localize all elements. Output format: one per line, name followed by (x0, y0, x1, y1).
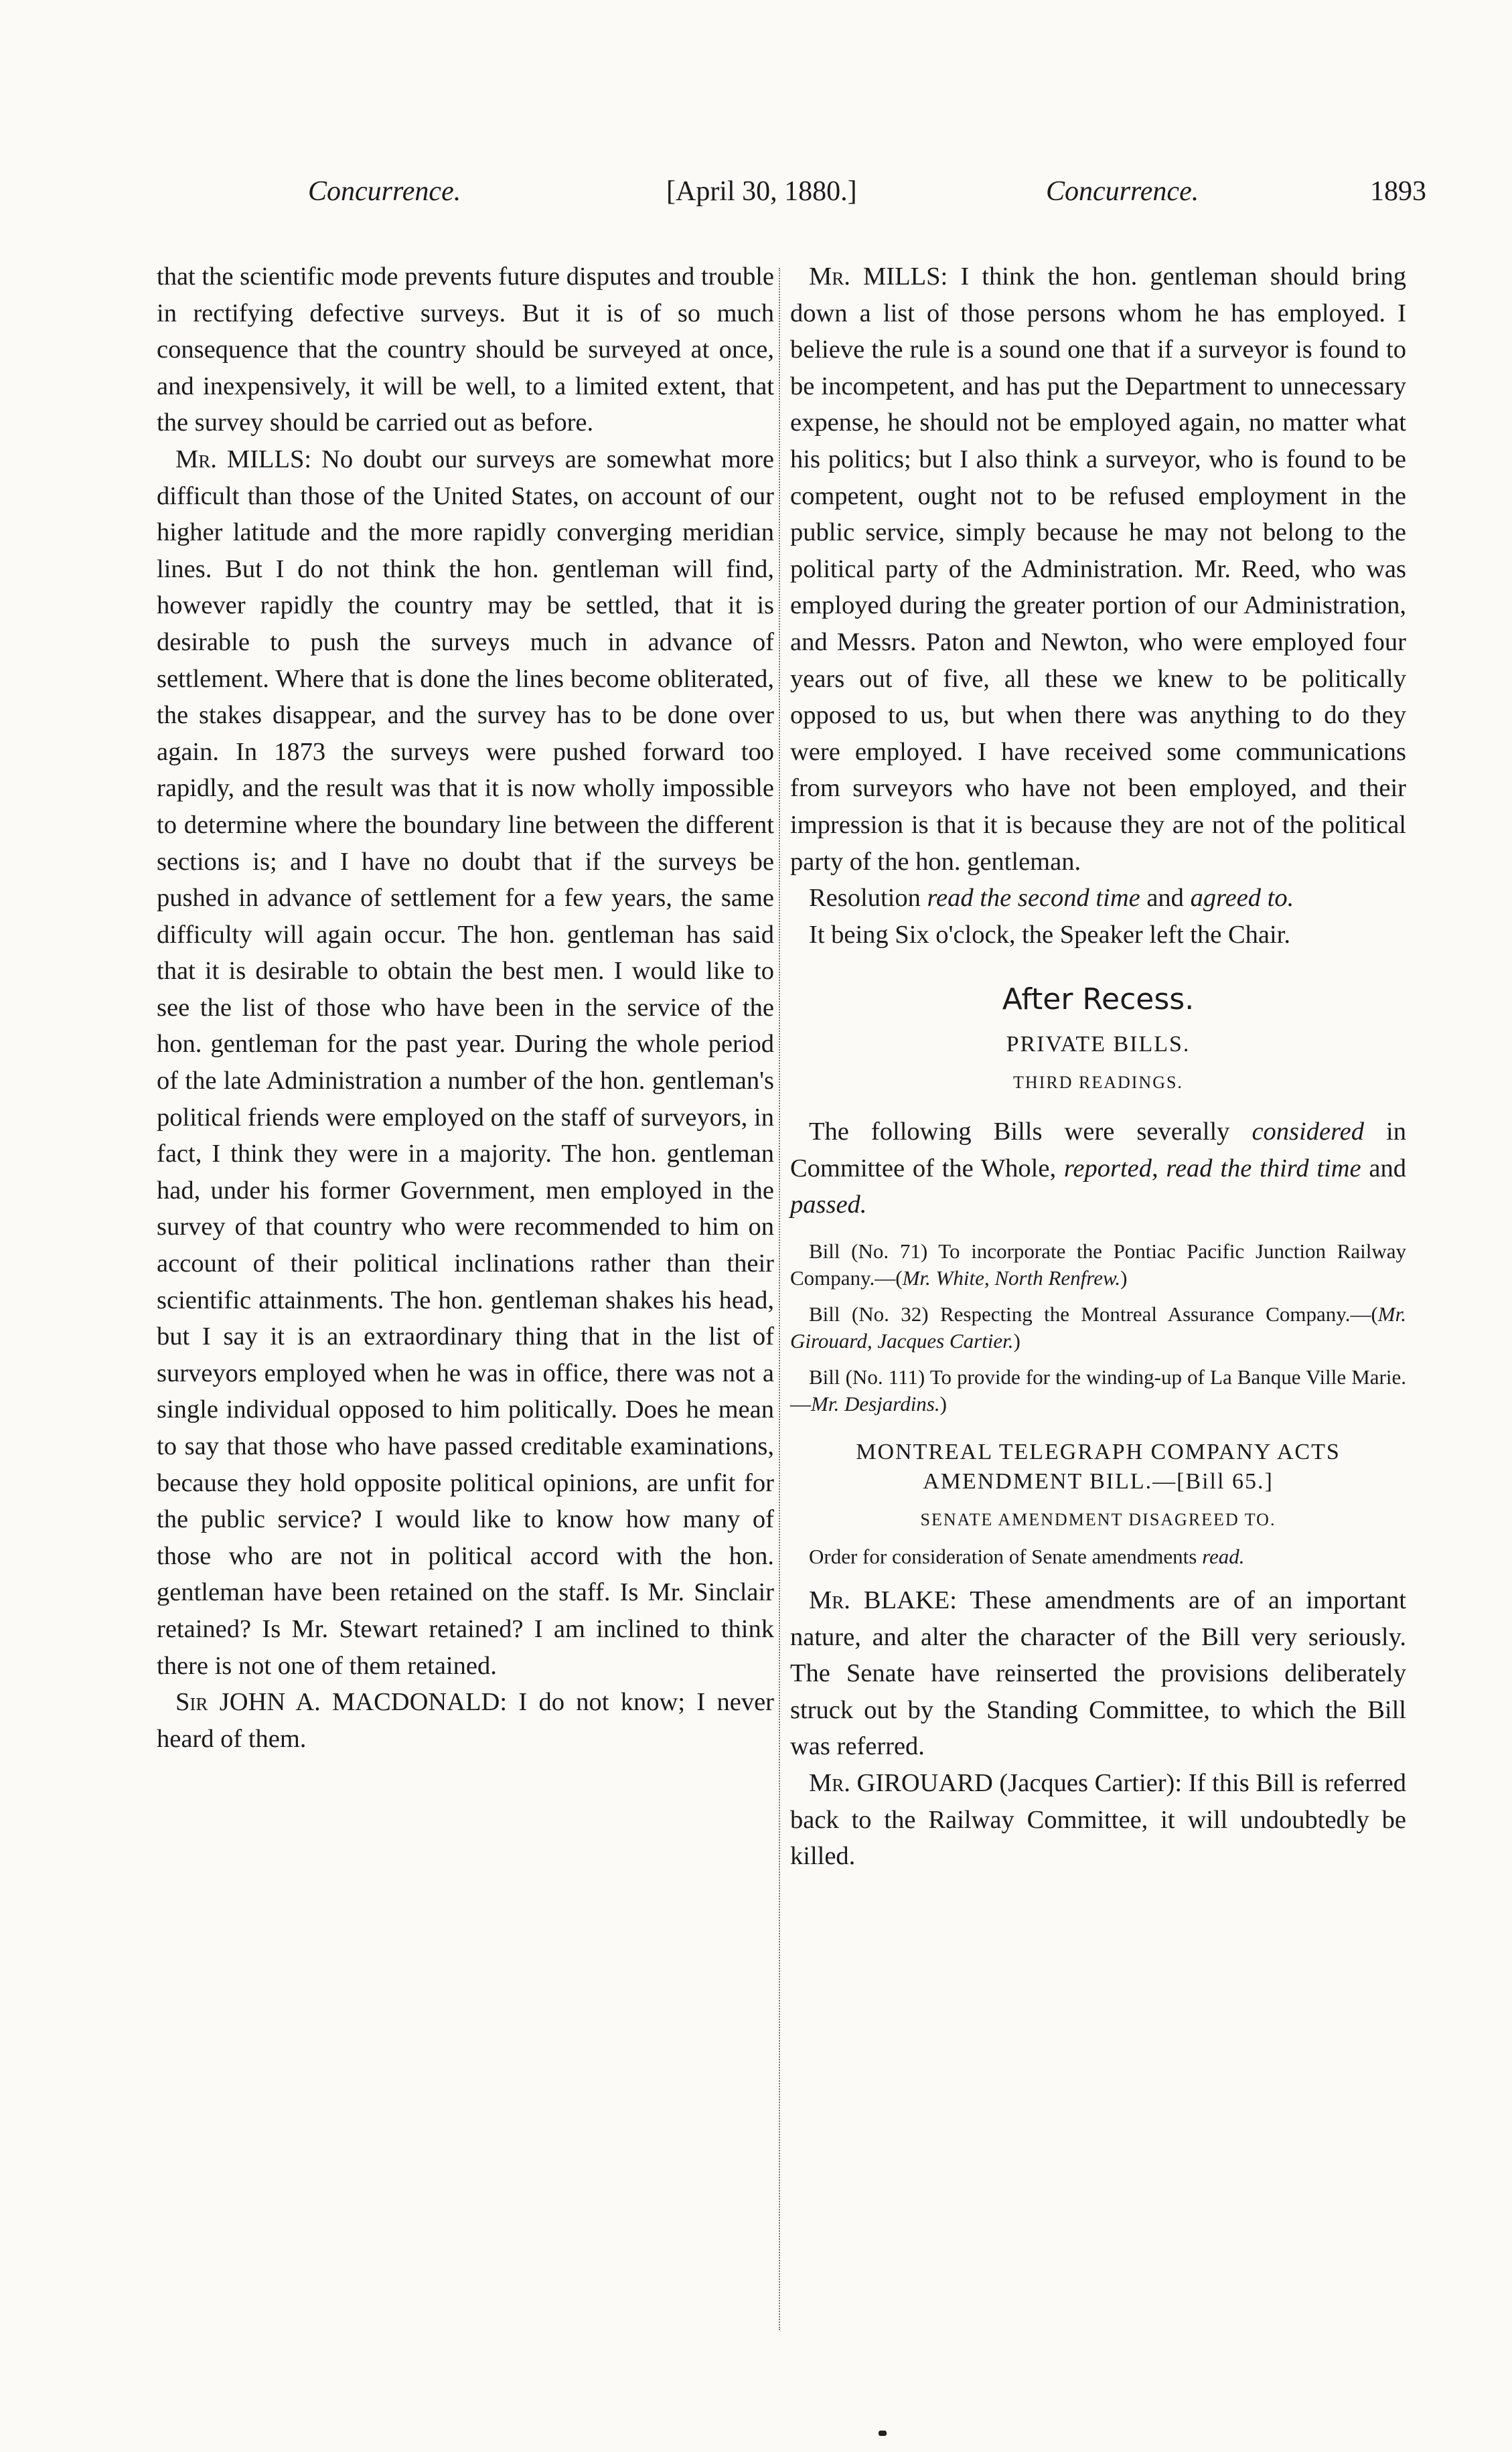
header-date: [April 30, 1880.] (666, 176, 857, 207)
text-run: Bill (No. 71) To incorporate the Pontiac Pacific Junction Railway Company.—( (790, 1239, 1406, 1290)
right-column (790, 258, 1406, 1875)
text-run: Order for consideration of Senate amendments (809, 1545, 1203, 1569)
text-run: reported, read the third time (1063, 1154, 1361, 1182)
text-run: ) (1120, 1266, 1128, 1290)
header-right-title: Concurrence. (1046, 176, 1199, 207)
text-run: Mr. Desjardins. (811, 1392, 940, 1416)
speaker-name: Sir JOHN A. MACDONALD (175, 1688, 500, 1717)
paragraph: that the scientific mode prevents future disputes and trouble in rectifying defective surveys. But it is of so much consequence that the country should be surveyed at once, and inexpensively, it will be well, to a limited extent, that the survey should be carried out as before. (157, 262, 774, 437)
column-divider (779, 268, 780, 2330)
speech-text: : I think the hon. gentleman should bring down a list of those persons whom he has employed. I believe the rule is a sound one that if a surveyor is found to be incompetent, and has put the Department to unnecessary expense, he should not be employed again, no matter what his politics; but I also think a surveyor, who is found to be competent, ought not to be refused employment in the public service, simply because he may not belong to the political party of the Administration. Mr. Reed, who was employed during the greater portion of our Administration, and Messrs. Paton and Newton, who were employed four years out of five, all these we knew to be politically opposed to us, but when there was anything to do they were employed. I have received some communications from surveyors who have not been employed, and their impression is that it is because they are not of the political party of the hon. gentleman. (790, 262, 1406, 876)
paragraph-blake (790, 1582, 1406, 1765)
text-run: ) (939, 1392, 947, 1416)
speaker-name: Mr. GIROUARD (809, 1769, 993, 1798)
six-oclock-line: It being Six o'clock, the Speaker left the Chair. (809, 920, 1290, 949)
text-run: The following Bills were severally (809, 1118, 1252, 1146)
text-run: agreed to. (1190, 884, 1294, 913)
paragraph-mills (157, 441, 774, 1684)
text-run: read. (1202, 1545, 1245, 1569)
text-run: considered (1252, 1118, 1364, 1146)
text-run: Resolution (809, 884, 927, 913)
page-number: 1893 (1370, 176, 1426, 207)
bill-entry (790, 1238, 1406, 1292)
speaker-name: Mr. MILLS (175, 445, 305, 473)
text-run: ) (1013, 1329, 1020, 1353)
bills-intro (790, 1114, 1406, 1223)
senate-amendment-heading: SENATE AMENDMENT DISAGREED TO. (920, 1510, 1276, 1530)
page-header (295, 175, 1426, 222)
third-readings-heading: THIRD READINGS. (1013, 1073, 1183, 1093)
text-run: Mr. Girouard, Jacques Cartier. (790, 1302, 1406, 1353)
resolution-line (790, 880, 1406, 917)
bill-entry (790, 1301, 1406, 1355)
bill-entry (790, 1364, 1406, 1417)
text-run: Bill (No. 111) To provide for the winding-up of La Banque Ville Marie.— (790, 1365, 1406, 1416)
header-left-title: Concurrence. (308, 176, 461, 207)
private-bills-heading: PRIVATE BILLS. (1006, 1032, 1191, 1057)
order-line (790, 1543, 1406, 1570)
text-run: Mr. White, North Renfrew. (902, 1266, 1121, 1290)
speaker-name: Mr. BLAKE (809, 1586, 950, 1615)
speaker-name: Mr. MILLS (809, 262, 941, 291)
text-run: Bill (No. 32) Respecting the Montreal Assurance Company.—( (809, 1302, 1378, 1326)
montreal-telegraph-heading: MONTREAL TELEGRAPH COMPANY ACTS AMENDMENT BILL.—[Bill 65.] (856, 1440, 1341, 1495)
speech-text: : These amendments are of an important nature, and alter the character of the Bill very seriously. The Senate have reinserted the provisions deliberately struck out by the Standing Committee, to which the Bill was referred. (790, 1586, 1406, 1761)
text-run: in Committee of the Whole, (790, 1118, 1406, 1182)
paragraph-macdonald (157, 1684, 774, 1757)
text-run: and (1361, 1154, 1407, 1182)
ink-mark (879, 2431, 887, 2436)
speech-text: : I do not know; I never heard of them. (157, 1688, 774, 1753)
speech-text: (Jacques Cartier): If this Bill is referred back to the Railway Committee, it will undoubtedly be killed. (790, 1769, 1406, 1871)
paragraph-girouard (790, 1765, 1406, 1875)
speech-text: : No doubt our surveys are somewhat more difficult than those of the United States, on account of our higher latitude and the more rapidly converging meridian lines. But I do not think the hon. gentleman will find, however rapidly the country may be settled, that it is desirable to push the surveys much in advance of settlement. Where that is done the lines become obliterated, the stakes disappear, and the survey has to be done over again. In 1873 the surveys were pushed forward too rapidly, and the result was that it is now wholly impossible to determine where the boundary line between the different sections is; and I have no doubt that if the surveys be pushed in advance of settlement for a few years, the same difficulty will again occur. The hon. gentleman has said that it is desirable to obtain the best men. I would like to see the list of those who have been in the service of the hon. gentleman for the past year. During the whole period of the late Administration a number of the hon. gentleman's political friends were employed on the staff of surveyors, in fact, I think they were in a majority. The hon. gentleman had, under his former Government, men employed in the survey of that country who were recommended to him on account of their political inclinations rather than their scientific attainments. The hon. gentleman shakes his head, but I say it is an extraordinary thing that in the list of surveyors employed when he was in office, there was not a single individual opposed to him politically. Does he mean to say that those who have passed creditable examinations, because they hold opposite political opinions, are unfit for the public service? I would like to know how many of those who are not in political accord with the hon. gentleman have been retained on the staff. Is Mr. Sinclair retained? Is Mr. Stewart retained? I am inclined to think there is not one of them retained. (157, 445, 774, 1680)
left-column (157, 258, 774, 1757)
text-run: passed. (790, 1191, 867, 1219)
text-run: and (1140, 884, 1191, 913)
text-run: read the second time (927, 884, 1140, 913)
paragraph-mills-reply (790, 258, 1406, 880)
after-recess-heading: After Recess. (1002, 982, 1195, 1017)
